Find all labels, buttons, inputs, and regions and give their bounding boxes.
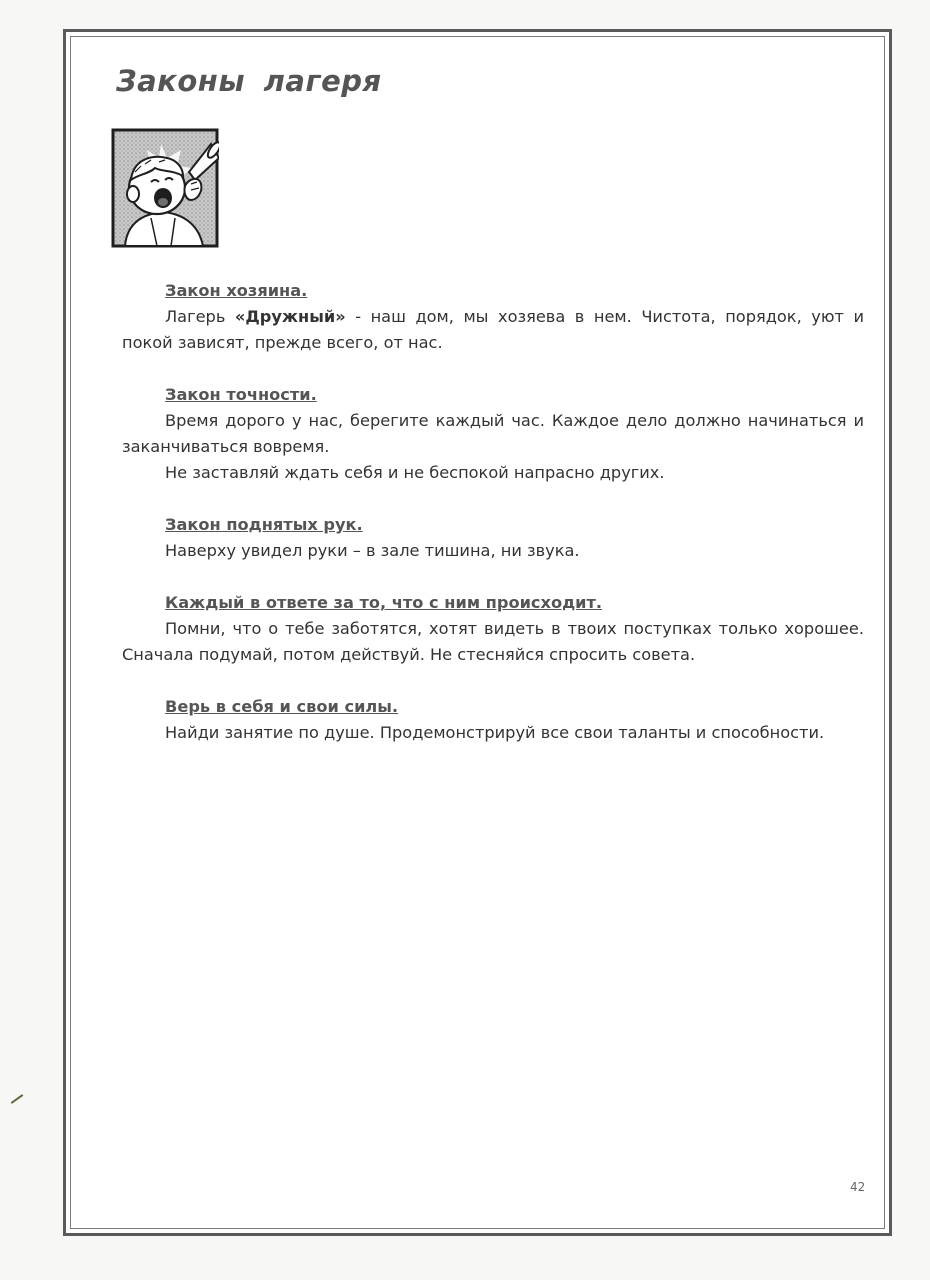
- law-text: Время дорого у нас, берегите каждый час. Каждое дело должно начинаться и заканчиваться вовремя.: [122, 411, 864, 456]
- law-title: Закон точности.: [165, 385, 317, 404]
- law-text: Наверху увидел руки – в зале тишина, ни звука.: [165, 541, 580, 560]
- laws-list: [122, 278, 864, 772]
- law-item: [122, 382, 864, 486]
- law-text: Не заставляй ждать себя и не беспокой напрасно других.: [165, 463, 665, 482]
- law-text: Помни, что о тебе заботятся, хотят видеть в твоих поступках только хорошее. Сначала подумай, потом действуй. Не стесняйся спросить совета.: [122, 619, 864, 664]
- law-item: [122, 278, 864, 356]
- law-title: Каждый в ответе за то, что с ним происходит.: [165, 593, 603, 612]
- law-title: Верь в себя и свои силы.: [165, 697, 399, 716]
- shouting-boy-with-megaphone-icon: [111, 128, 219, 248]
- law-item: [122, 694, 864, 746]
- pen-mark: [11, 1094, 24, 1104]
- page-number: 42: [850, 1180, 866, 1194]
- law-text: Лагерь «Дружный» - наш дом, мы хозяева в нем. Чистота, порядок, уют и покой зависят, прежде всего, от нас.: [122, 307, 864, 352]
- law-title: Закон хозяина.: [165, 281, 308, 300]
- law-text: Найди занятие по душе. Продемонстрируй все свои таланты и способности.: [165, 723, 825, 742]
- law-item: [122, 590, 864, 668]
- law-item: [122, 512, 864, 564]
- page-title: Законы лагеря: [116, 64, 382, 98]
- camp-name: «Дружный»: [234, 307, 346, 326]
- law-title: Закон поднятых рук.: [165, 515, 363, 534]
